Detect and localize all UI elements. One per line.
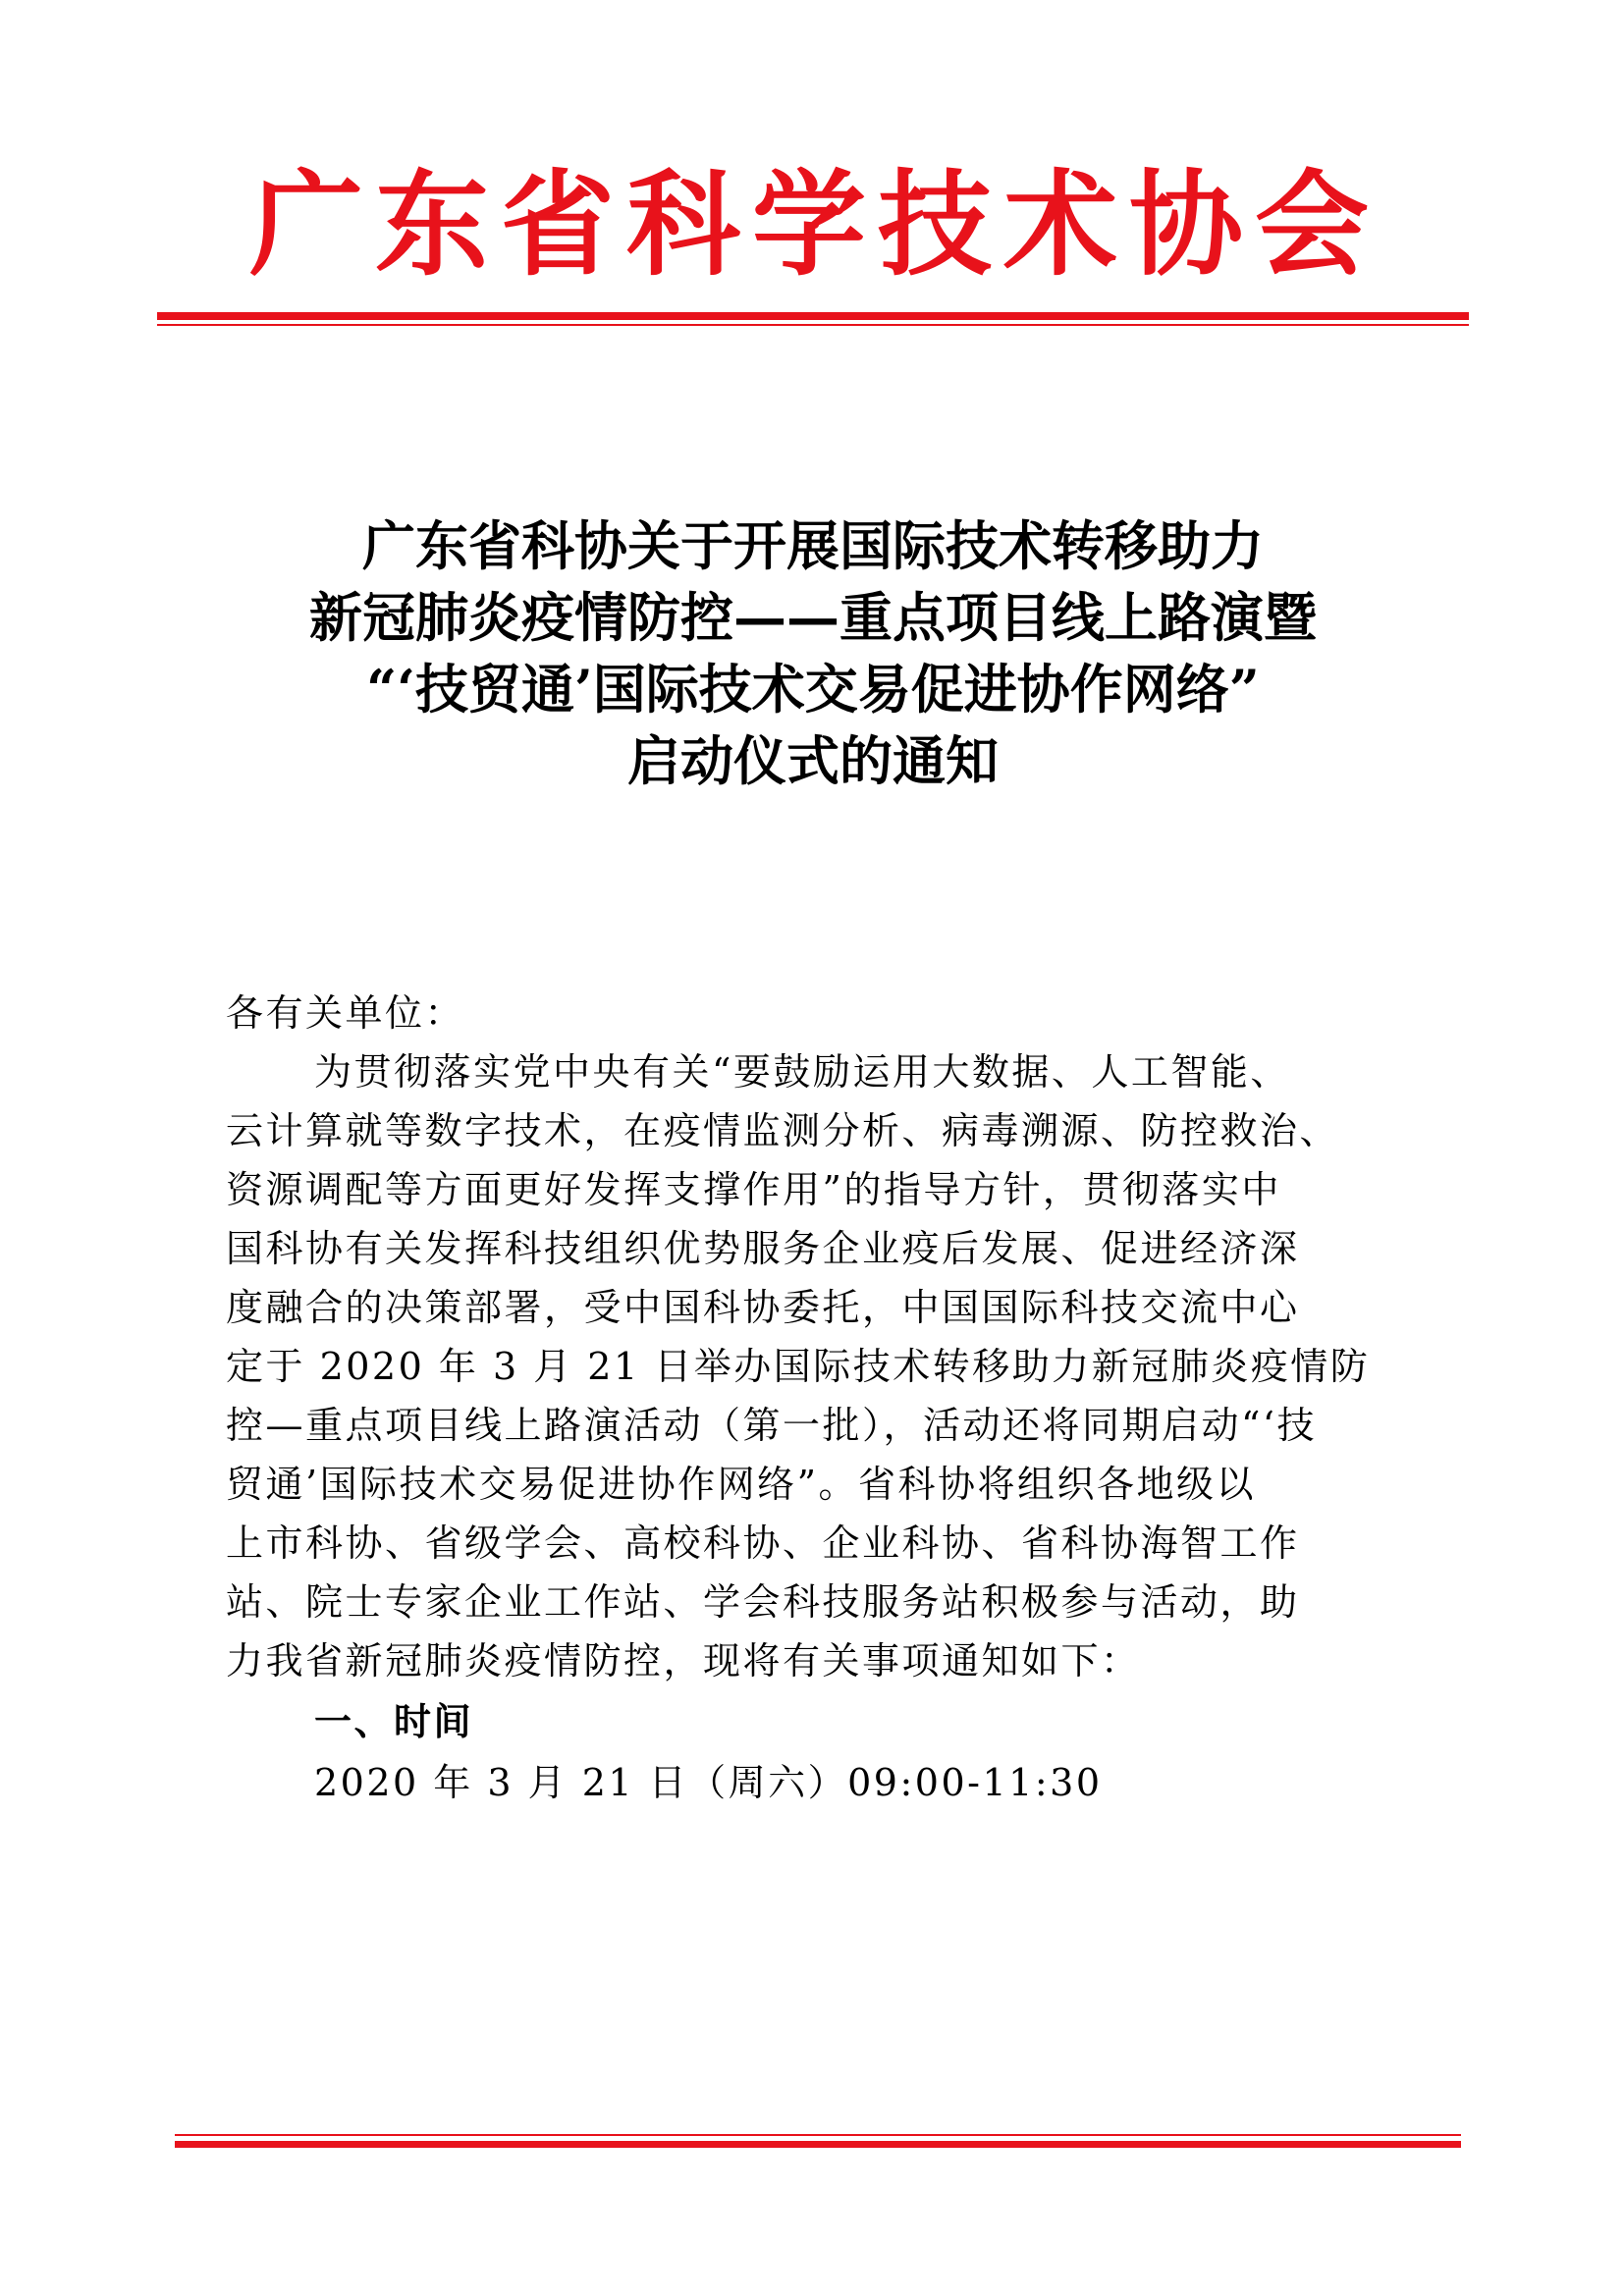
footer-thick-rule — [175, 2141, 1461, 2148]
paragraph-line: 控—重点项目线上路演活动（第一批），活动还将同期启动“‘技 — [226, 1404, 1318, 1447]
footer-thin-rule — [175, 2134, 1461, 2136]
paragraph-line: 为贯彻落实党中央有关“要鼓励运用大数据、人工智能、 — [314, 1050, 1290, 1094]
title-line: 新冠肺炎疫情防控——重点项目线上路演暨 — [309, 586, 1317, 649]
masthead-thin-rule — [157, 324, 1469, 326]
paragraph-line: 云计算就等数字技术，在疫情监测分析、病毒溯源、防控救治、 — [226, 1109, 1340, 1152]
paragraph-line: 资源调配等方面更好发挥支撑作用”的指导方针，贯彻落实中 — [226, 1168, 1281, 1211]
paragraph-line: 力我省新冠肺炎疫情防控，现将有关事项通知如下： — [226, 1639, 1141, 1682]
paragraph-line: 上市科协、省级学会、高校科协、企业科协、省科协海智工作 — [226, 1522, 1300, 1565]
document-title — [157, 510, 1469, 797]
title-line: 启动仪式的通知 — [627, 729, 999, 792]
document-body — [226, 984, 1404, 1812]
masthead-thick-rule — [157, 312, 1469, 320]
title-line: 广东省科协关于开展国际技术转移助力 — [362, 514, 1264, 577]
salutation: 各有关单位： — [226, 991, 465, 1035]
paragraph-line: 度融合的决策部署，受中国科协委托，中国国际科技交流中心 — [226, 1286, 1300, 1329]
title-line: “‘技贸通’国际技术交易促进协作网络” — [366, 658, 1260, 721]
paragraph-line: 定于 2020 年 3 月 21 日举办国际技术转移助力新冠肺炎疫情防 — [226, 1345, 1371, 1388]
masthead-org-name: 广东省科学技术协会 — [249, 159, 1380, 292]
section-heading-time: 一、时间 — [314, 1700, 474, 1743]
paragraph-line: 站、院士专家企业工作站、学会科技服务站积极参与活动，助 — [226, 1580, 1300, 1624]
section-time-content: 2020 年 3 月 21 日（周六）09:00-11:30 — [314, 1761, 1103, 1804]
intro-paragraph — [226, 1042, 1404, 1690]
paragraph-line: 贸通’国际技术交易促进协作网络”。省科协将组织各地级以 — [226, 1463, 1257, 1506]
paragraph-line: 国科协有关发挥科技组织优势服务企业疫后发展、促进经济深 — [226, 1227, 1300, 1270]
